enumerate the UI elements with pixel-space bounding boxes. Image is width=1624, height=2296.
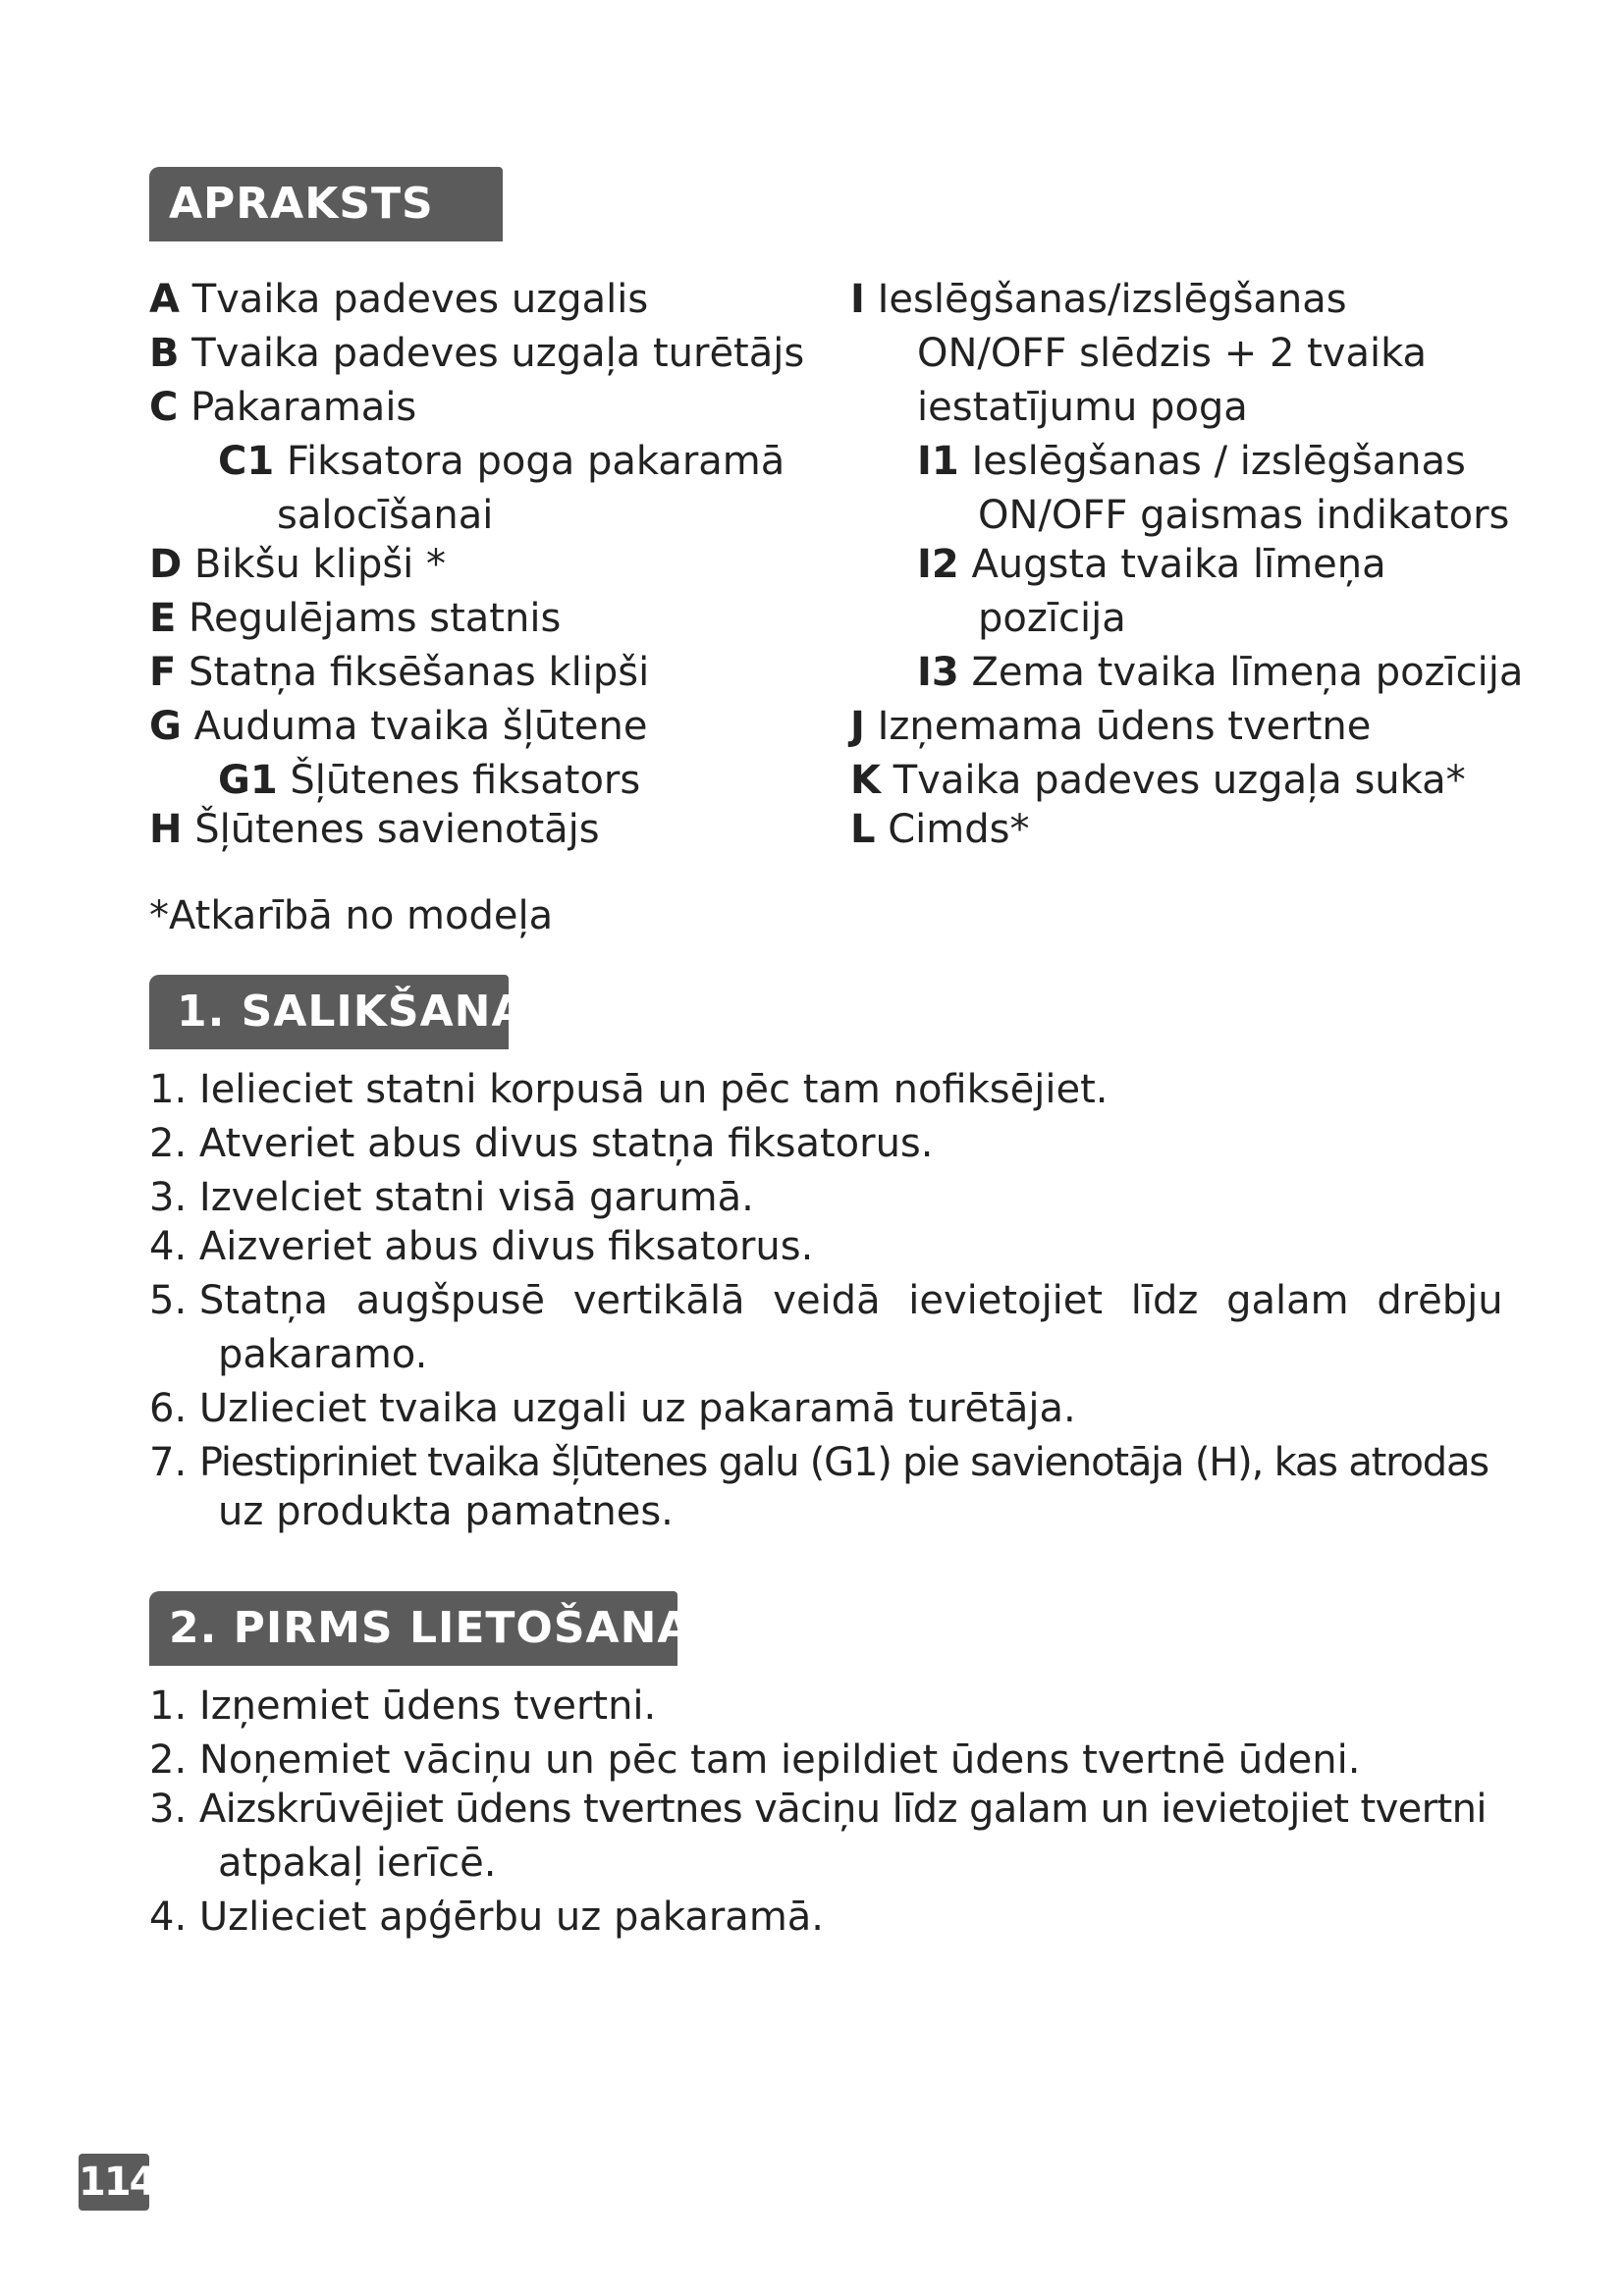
desc-item-h: [149, 803, 600, 856]
desc-text: Bikšu klipši *: [193, 542, 446, 587]
section-heading-salikshana: 1. SALIKŠANA: [149, 975, 509, 1049]
desc-text: Ieslēgšanas / izslēgšanas: [971, 439, 1466, 484]
desc-key: I1: [917, 439, 959, 484]
step-text: Izvelciet statni visā garumā.: [198, 1175, 754, 1220]
assembly-step: [149, 1436, 1489, 1489]
step-text: Ielieciet statni korpusā un pēc tam nofiksējiet.: [198, 1067, 1109, 1112]
desc-key: C: [149, 385, 179, 430]
desc-key: I2: [917, 542, 959, 587]
step-number: 2.: [149, 1737, 188, 1783]
desc-item-c: [149, 381, 416, 434]
usage-step: [149, 1734, 1360, 1787]
desc-key: L: [850, 807, 876, 852]
desc-text: Pakaramais: [190, 385, 417, 430]
desc-item-c1: [218, 435, 785, 488]
desc-key: I3: [917, 650, 959, 695]
desc-item-g: [149, 700, 647, 753]
desc-item-i: [850, 273, 1347, 326]
step-number: 3.: [149, 1787, 188, 1832]
desc-item-c1-cont: salocīšanai: [277, 493, 494, 538]
desc-key: G1: [218, 758, 278, 803]
desc-item-g1: [218, 754, 640, 807]
assembly-step: [149, 1171, 754, 1224]
desc-item-i2: [917, 538, 1386, 591]
desc-key: F: [149, 650, 177, 695]
assembly-step: [149, 1274, 1503, 1327]
desc-text: Fiksatora poga pakaramā: [286, 439, 785, 484]
desc-item-k: [850, 754, 1466, 807]
desc-item-i3: [917, 646, 1523, 699]
footnote: *Atkarībā no modeļa: [149, 893, 554, 938]
desc-key: A: [149, 277, 180, 322]
assembly-step: [149, 1117, 934, 1170]
section-heading-apraksts: APRAKSTS: [149, 167, 503, 241]
desc-item-b: [149, 327, 804, 380]
desc-key: D: [149, 542, 183, 587]
step-number: 3.: [149, 1175, 188, 1220]
desc-text: Tvaika padeves uzgaļa turētājs: [191, 331, 805, 376]
desc-key: C1: [218, 439, 275, 484]
usage-step: [149, 1680, 656, 1733]
desc-text: Regulējams statnis: [189, 596, 562, 641]
desc-text: Cimds*: [888, 807, 1030, 852]
desc-item-i1-cont: ON/OFF gaismas indikators: [978, 493, 1510, 538]
desc-text: Ieslēgšanas/izslēgšanas: [877, 277, 1347, 322]
desc-text: Zema tvaika līmeņa pozīcija: [971, 650, 1524, 695]
assembly-step: [149, 1382, 1076, 1435]
assembly-step: [149, 1220, 813, 1273]
desc-item-d: [149, 538, 446, 591]
desc-text: Tvaika padeves uzgaļa suka*: [893, 758, 1466, 803]
desc-text: Izņemama ūdens tvertne: [877, 704, 1372, 749]
assembly-step: [149, 1063, 1108, 1116]
desc-key: H: [149, 807, 183, 852]
usage-step: [149, 1891, 824, 1944]
step-number: 6.: [149, 1386, 188, 1431]
desc-item-i-cont1: ON/OFF slēdzis + 2 tvaika: [917, 331, 1428, 376]
desc-item-f: [149, 646, 649, 699]
step-text: Piestipriniet tvaika šļūtenes galu (G1) pie savienotāja (H), kas atrodas: [198, 1440, 1489, 1485]
usage-step-cont: atpakaļ ierīcē.: [218, 1841, 497, 1886]
desc-item-j: [850, 700, 1371, 753]
assembly-step-cont: pakaramo.: [218, 1332, 428, 1377]
step-number: 1.: [149, 1683, 188, 1729]
desc-key: J: [850, 704, 865, 749]
desc-text: Augsta tvaika līmeņa: [971, 542, 1386, 587]
usage-step: [149, 1783, 1487, 1836]
desc-text: Auduma tvaika šļūtene: [193, 704, 648, 749]
desc-key: K: [850, 758, 881, 803]
assembly-step-cont: uz produkta pamatnes.: [218, 1489, 674, 1534]
step-text: Noņemiet vāciņu un pēc tam iepildiet ūdens tvertnē ūdeni.: [198, 1737, 1361, 1783]
desc-text: Tvaika padeves uzgalis: [191, 277, 649, 322]
step-text: Uzlieciet apģērbu uz pakaramā.: [198, 1895, 825, 1940]
desc-text: Šļūtenes savienotājs: [194, 807, 600, 852]
step-number: 7.: [149, 1440, 188, 1485]
desc-key: G: [149, 704, 182, 749]
desc-item-a: [149, 273, 648, 326]
desc-item-l: [850, 803, 1029, 856]
section-heading-pirms-lietosanas: 2. PIRMS LIETOŠANAS: [149, 1591, 677, 1666]
step-text: Aizskrūvējiet ūdens tvertnes vāciņu līdz galam un ievietojiet tvertni: [198, 1787, 1487, 1832]
desc-item-i2-cont: pozīcija: [978, 596, 1126, 641]
desc-text: Šļūtenes fiksators: [290, 758, 641, 803]
step-number: 4.: [149, 1895, 188, 1940]
desc-key: I: [850, 277, 865, 322]
desc-item-e: [149, 592, 561, 645]
step-text: Statņa augšpusē vertikālā veidā ievietojiet līdz galam drēbju: [198, 1278, 1503, 1323]
step-text: Aizveriet abus divus fiksatorus.: [198, 1224, 814, 1269]
page-number: 114: [79, 2154, 149, 2211]
desc-item-i-cont2: iestatījumu poga: [917, 385, 1248, 430]
desc-text: Statņa fiksēšanas klipši: [189, 650, 650, 695]
step-number: 2.: [149, 1121, 188, 1166]
step-text: Uzlieciet tvaika uzgali uz pakaramā turētāja.: [198, 1386, 1076, 1431]
step-text: Izņemiet ūdens tvertni.: [198, 1683, 657, 1729]
step-text: Atveriet abus divus statņa fiksatorus.: [198, 1121, 934, 1166]
step-number: 5.: [149, 1278, 188, 1323]
step-number: 1.: [149, 1067, 188, 1112]
desc-key: B: [149, 331, 180, 376]
desc-key: E: [149, 596, 177, 641]
step-number: 4.: [149, 1224, 188, 1269]
desc-item-i1: [917, 435, 1466, 488]
